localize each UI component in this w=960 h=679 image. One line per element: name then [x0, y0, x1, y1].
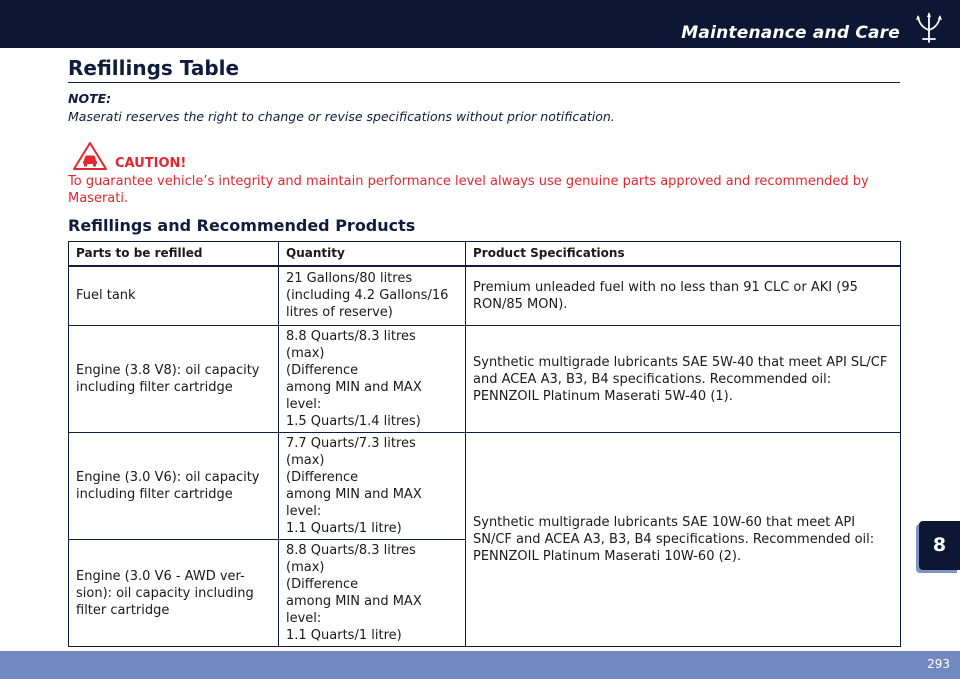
part-cell: Engine (3.8 V8): oil capacity including filter cartridge [69, 326, 279, 433]
quantity-cell: 8.8 Quarts/8.3 litres (max) (Difference among MIN and MAX level: 1.1 Quarts/1 litre) [279, 540, 466, 647]
chapter-tab: 8 [919, 521, 960, 570]
section-title: Maintenance and Care [681, 23, 900, 43]
quantity-cell: 21 Gallons/80 litres (including 4.2 Gallons/16 litres of reserve) [279, 266, 466, 326]
table-header-row [69, 242, 901, 266]
footer-bar [0, 651, 960, 679]
header-bar [0, 0, 960, 48]
table-row [69, 326, 901, 433]
part-cell: Engine (3.0 V6): oil capacity including filter cartridge [69, 433, 279, 540]
spec-cell: Premium unleaded fuel with no less than 91 CLC or AKI (95 RON/85 MON). [466, 266, 901, 326]
table-row [69, 433, 901, 540]
spec-cell: Synthetic multigrade lubricants SAE 5W-40 that meet API SL/CF and ACEA A3, B3, B4 specifications. Recommended oil: PENNZOIL Platinum Maserati 5W-40 (1). [466, 326, 901, 433]
title-divider [68, 82, 900, 83]
note-text: Maserati reserves the right to change or revise specifications without prior notification. [68, 109, 615, 124]
column-header-parts: Parts to be refilled [69, 242, 279, 266]
quantity-cell: 7.7 Quarts/7.3 litres (max) (Difference among MIN and MAX level: 1.1 Quarts/1 litre) [279, 433, 466, 540]
table-row [69, 266, 901, 326]
caution-text: To guarantee vehicle’s integrity and maintain performance level always use genuine parts approved and recommended by Maserati. [68, 174, 869, 206]
quantity-cell: 8.8 Quarts/8.3 litres (max) (Difference among MIN and MAX level: 1.5 Quarts/1.4 litres) [279, 326, 466, 433]
part-cell: Fuel tank [69, 266, 279, 326]
page-title: Refillings Table [68, 56, 240, 80]
note-label: NOTE: [68, 91, 112, 106]
column-header-specifications: Product Specifications [466, 242, 901, 266]
trident-logo-icon [914, 11, 944, 45]
refillings-table [68, 241, 901, 647]
column-header-quantity: Quantity [279, 242, 466, 266]
part-cell: Engine (3.0 V6 - AWD ver- sion): oil capacity including filter cartridge [69, 540, 279, 647]
spec-cell-merged: Synthetic multigrade lubricants SAE 10W-60 that meet API SN/CF and ACEA A3, B3, B4 specifications. Recommended oil: PENNZOIL Platinum Maserati 10W-60 (2). [466, 433, 901, 647]
subsection-title: Refillings and Recommended Products [68, 216, 416, 235]
car-warning-triangle-icon [72, 141, 108, 171]
caution-label: CAUTION! [115, 156, 187, 171]
page-number: 293 [927, 657, 950, 671]
